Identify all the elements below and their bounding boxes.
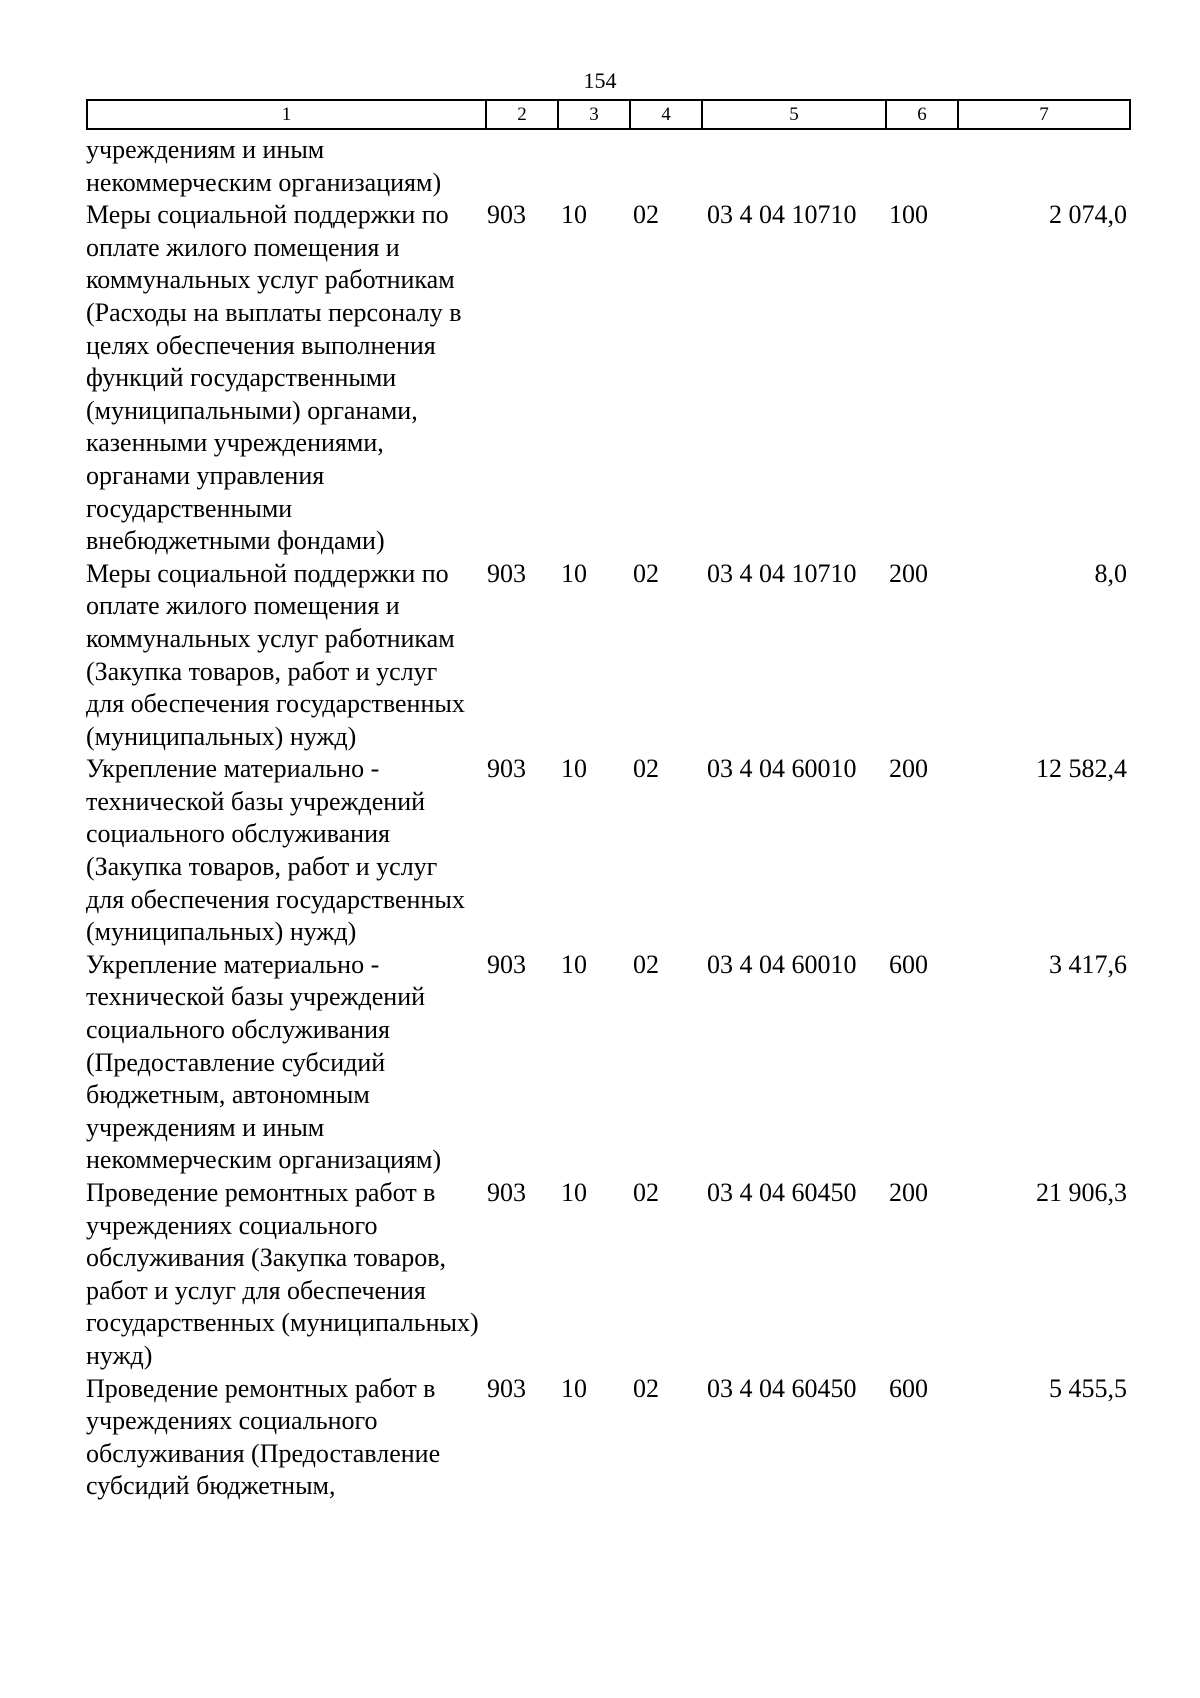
row-csr: 03 4 04 60010 bbox=[707, 754, 857, 784]
table-row bbox=[86, 134, 1129, 199]
column-header-2: 2 bbox=[486, 100, 558, 129]
table-row bbox=[86, 1177, 1129, 1373]
row-name: учреждениям и иным некоммерческим организациям) bbox=[86, 135, 442, 197]
column-header-6: 6 bbox=[886, 100, 958, 129]
column-header-3: 3 bbox=[558, 100, 630, 129]
row-ved: 903 bbox=[487, 949, 526, 979]
table-row bbox=[86, 949, 1129, 1177]
row-csr: 03 4 04 10710 bbox=[707, 558, 857, 588]
row-vr: 200 bbox=[889, 754, 928, 784]
row-sum: 12 582,4 bbox=[1036, 754, 1127, 784]
row-pr: 02 bbox=[633, 558, 659, 588]
row-ved: 903 bbox=[487, 200, 526, 230]
row-rz: 10 bbox=[561, 1178, 587, 1207]
column-header-row bbox=[86, 99, 1131, 130]
row-vr bbox=[885, 134, 957, 199]
row-vr: 200 bbox=[889, 558, 928, 588]
row-name: Укрепление материально - технической базы учреждений социального обслуживания (Предоставление субсидий бюджетным, автономным учреждениям и иным некоммерческим организациям) bbox=[86, 949, 442, 1175]
page-number: 154 bbox=[583, 68, 617, 93]
row-sum: 5 455,5 bbox=[1049, 1373, 1127, 1403]
row-rz: 10 bbox=[561, 200, 587, 230]
row-pr: 02 bbox=[633, 1178, 659, 1207]
table-row bbox=[86, 753, 1129, 949]
row-csr: 03 4 04 60450 bbox=[707, 1178, 857, 1207]
row-sum: 8,0 bbox=[1094, 558, 1127, 588]
row-pr: 02 bbox=[633, 754, 659, 784]
table-row bbox=[86, 199, 1129, 558]
column-header-5: 5 bbox=[702, 100, 886, 129]
row-sum: 3 417,6 bbox=[1049, 949, 1127, 979]
table-row bbox=[86, 558, 1129, 754]
row-ved: 903 bbox=[487, 558, 526, 588]
row-rz: 10 bbox=[561, 754, 587, 784]
row-name: Меры социальной поддержки по оплате жилого помещения и коммунальных услуг работникам (Расходы на выплаты персоналу в целях обеспечения выполнения функций государственными (муниципальными) органами, казенными учреждениями, органами управления государственными внебюджетными фондами) bbox=[86, 200, 462, 556]
row-sum bbox=[957, 134, 1129, 199]
row-name: Меры социальной поддержки по оплате жилого помещения и коммунальных услуг работникам (Закупка товаров, работ и услуг для обеспечения государственных (муниципальных) нужд) bbox=[86, 558, 465, 751]
row-sum: 2 074,0 bbox=[1049, 200, 1127, 230]
table-row bbox=[86, 1373, 1129, 1503]
row-rz: 10 bbox=[561, 949, 587, 979]
row-csr: 03 4 04 60010 bbox=[707, 949, 857, 979]
row-csr bbox=[701, 134, 885, 199]
row-vr: 600 bbox=[889, 949, 928, 979]
row-pr: 02 bbox=[633, 200, 659, 230]
row-csr: 03 4 04 60450 bbox=[707, 1373, 857, 1403]
row-name: Укрепление материально - технической базы учреждений социального обслуживания (Закупка товаров, работ и услуг для обеспечения государственных (муниципальных) нужд) bbox=[86, 754, 465, 947]
row-vr: 600 bbox=[889, 1373, 928, 1403]
row-vr: 100 bbox=[889, 200, 928, 230]
row-rz: 10 bbox=[561, 558, 587, 588]
row-vr: 200 bbox=[889, 1178, 928, 1207]
column-header-1: 1 bbox=[87, 100, 486, 129]
row-rz: 10 bbox=[561, 1373, 587, 1403]
row-name: Проведение ремонтных работ в учреждениях социального обслуживания (Закупка товаров, работ и услуг для обеспечения государственных (муниципальных) нужд) bbox=[86, 1178, 479, 1370]
row-ved: 903 bbox=[487, 1178, 526, 1207]
column-header-7: 7 bbox=[958, 100, 1130, 129]
row-name: Проведение ремонтных работ в учреждениях социального обслуживания (Предоставление субсидий бюджетным, bbox=[86, 1373, 441, 1501]
column-header-4: 4 bbox=[630, 100, 702, 129]
row-csr: 03 4 04 10710 bbox=[707, 200, 857, 230]
row-pr: 02 bbox=[633, 1373, 659, 1403]
row-ved: 903 bbox=[487, 754, 526, 784]
row-pr: 02 bbox=[633, 949, 659, 979]
row-rz bbox=[557, 134, 629, 199]
row-ved bbox=[485, 134, 557, 199]
row-pr bbox=[629, 134, 701, 199]
row-sum: 21 906,3 bbox=[1036, 1178, 1127, 1207]
budget-table-body bbox=[86, 134, 1129, 1503]
row-ved: 903 bbox=[487, 1373, 526, 1403]
